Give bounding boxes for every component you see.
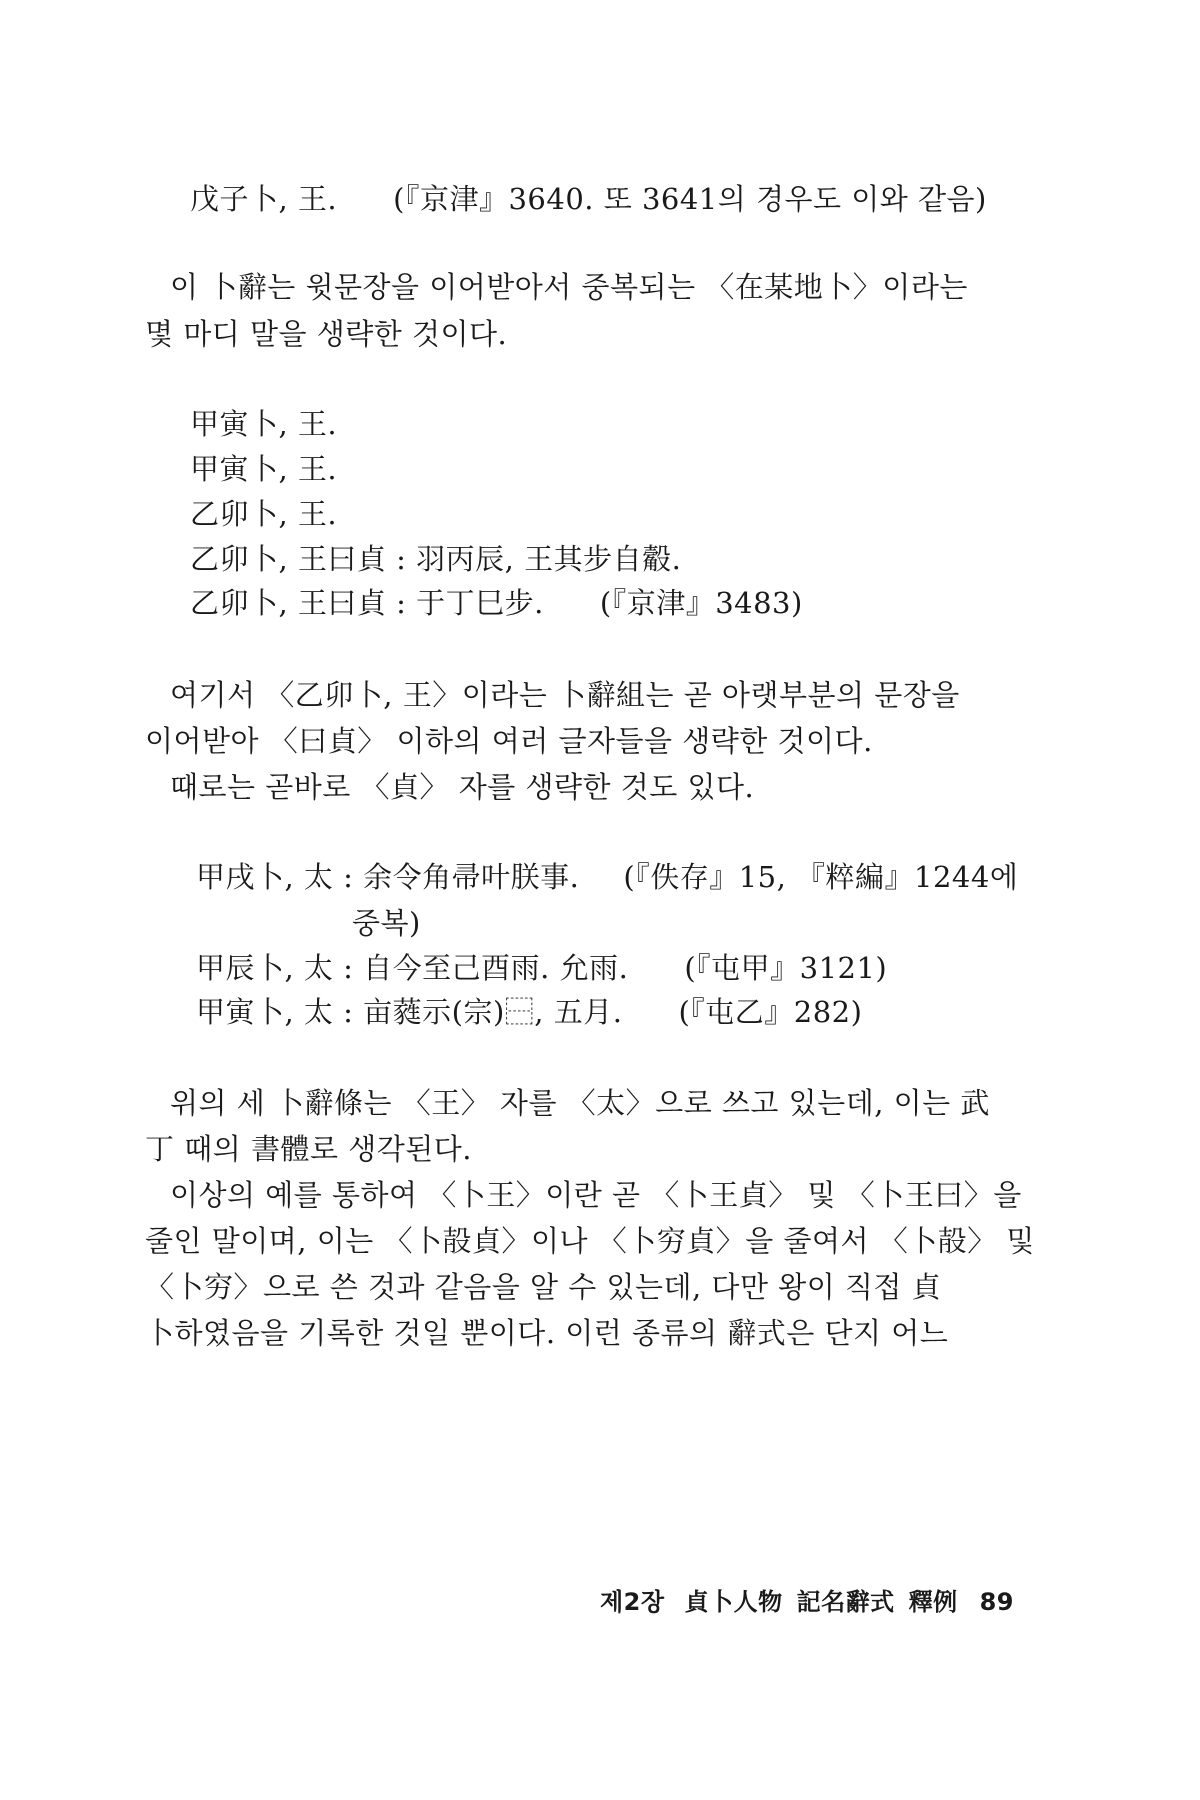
inscription-line-continuation: 중복)	[352, 906, 421, 940]
inscription-line: 乙卯卜, 王.	[190, 497, 338, 531]
paragraph-line: 여기서 〈乙卯卜, 王〉이라는 卜辭組는 곧 아랫부분의 문장을	[170, 678, 960, 712]
paragraph-line: 때로는 곧바로 〈貞〉 자를 생략한 것도 있다.	[170, 770, 755, 804]
page-number: 89	[979, 1588, 1014, 1616]
inscription-line	[196, 992, 862, 1032]
citation: (『京津』3640. 또 3641의 경우도 이와 같음)	[393, 182, 987, 216]
footer-title-b: 記名辭式	[796, 1588, 895, 1616]
paragraph-line: 이 卜辭는 윗문장을 이어받아서 중복되는 〈在某地卜〉이라는	[170, 270, 968, 304]
inscription-line: 甲寅卜, 王.	[190, 452, 338, 486]
inscription-text: 甲寅卜, 太 : 亩蕤示(宗)⿱, 五月.	[196, 995, 623, 1029]
paragraph-line: 卜하였음을 기록한 것일 뿐이다. 이런 종류의 辭式은 단지 어느	[145, 1316, 949, 1350]
paragraph-line: 〈卜穷〉으로 쓴 것과 같음을 알 수 있는데, 다만 왕이 직접 貞	[145, 1270, 942, 1304]
footer-title-c: 釋例	[908, 1588, 958, 1616]
inscription-line	[190, 583, 803, 623]
footer-chapter: 제2장	[600, 1588, 665, 1616]
inscription-line	[196, 857, 1018, 897]
inscription-text: 甲辰卜, 太 : 自今至己酉雨. 允雨.	[196, 951, 629, 985]
paragraph-line: 줄인 말이며, 이는 〈卜㱿貞〉이나 〈卜穷貞〉을 줄여서 〈卜㱿〉 및	[145, 1224, 1035, 1258]
citation: (『屯甲』3121)	[684, 951, 888, 985]
citation: (『佚存』15, 『粹編』1244에	[623, 860, 1019, 894]
citation: (『京津』3483)	[599, 586, 803, 620]
paragraph-line: 丁 때의 書體로 생각된다.	[145, 1132, 472, 1166]
inscription-line: 甲寅卜, 王.	[190, 407, 338, 441]
paragraph-line: 이어받아 〈曰貞〉 이하의 여러 글자들을 생략한 것이다.	[145, 724, 873, 758]
paragraph-line: 이상의 예를 통하여 〈卜王〉이란 곧 〈卜王貞〉 및 〈卜王曰〉을	[170, 1178, 1022, 1212]
paragraph-line: 위의 세 卜辭條는 〈王〉 자를 〈太〉으로 쓰고 있는데, 이는 武	[170, 1086, 990, 1120]
inscription-text: 甲戌卜, 太 : 余令角帚叶朕事.	[196, 860, 580, 894]
citation: (『屯乙』282)	[678, 995, 863, 1029]
running-footer	[600, 1585, 1014, 1619]
inscription-line	[196, 948, 887, 988]
paragraph-line: 몇 마디 말을 생략한 것이다.	[145, 317, 508, 351]
inscription-line: 乙卯卜, 王曰貞 : 羽丙辰, 王其步自觳.	[190, 542, 682, 576]
inscription-line	[190, 179, 987, 219]
footer-title-a: 貞卜人物	[684, 1588, 783, 1616]
inscription-text: 戊子卜, 王.	[190, 182, 338, 216]
inscription-text: 乙卯卜, 王曰貞 : 于丁巳步.	[190, 586, 544, 620]
